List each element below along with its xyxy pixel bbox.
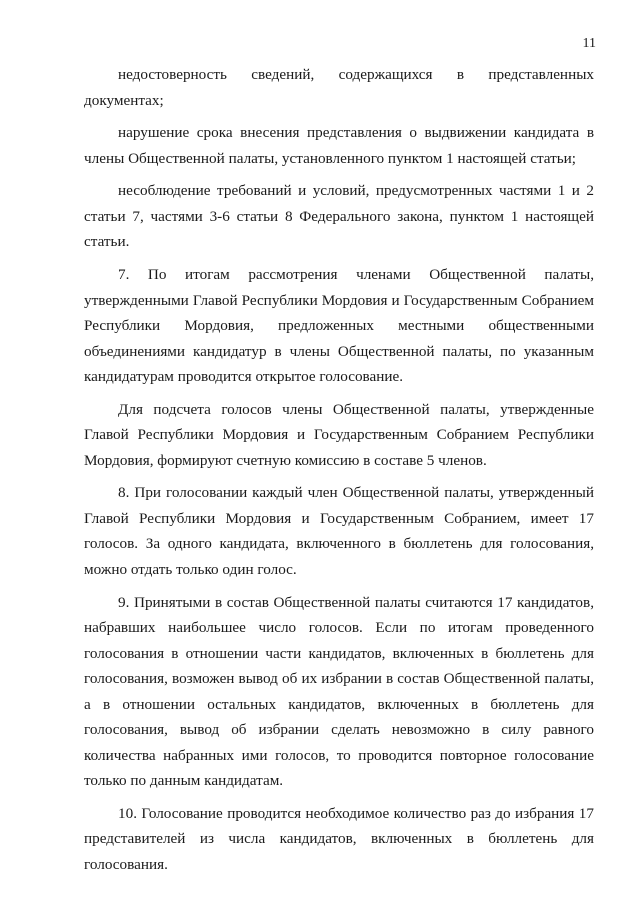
paragraph-vote-count-commission: Для подсчета голосов члены Общественной палаты, утвержденные Главой Республики Мордовия и Государственным Собранием Республики Мордовия, формируют счетную комиссию в составе 5 членов. xyxy=(84,400,594,469)
page-number: 11 xyxy=(582,36,596,51)
paragraph-unreliable-info: недостоверность сведений, содержащихся в представленных документах; xyxy=(84,66,594,109)
paragraph-item-7: 7. По итогам рассмотрения членами Общественной палаты, утвержденными Главой Республики Мордовия и Государственным Собранием Республики Мордовия, предложенных местными общественными объединениями кандидатур в члены Общественной палаты, по указанным кандидатурам проводится открытое голосование. xyxy=(84,266,594,386)
paragraph-deadline-violation: нарушение срока внесения представления о выдвижении кандидата в члены Общественной палаты, установленного пунктом 1 настоящей статьи; xyxy=(84,124,594,167)
paragraph-item-10: 10. Голосование проводится необходимое количество раз до избрания 17 представителей из числа кандидатов, включенных в бюллетень для голосования. xyxy=(84,804,594,873)
paragraph-requirements-noncompliance: несоблюдение требований и условий, предусмотренных частями 1 и 2 статьи 7, частями 3-6 статьи 8 Федерального закона, пунктом 1 настоящей статьи. xyxy=(84,182,594,251)
paragraph-item-9: 9. Принятыми в состав Общественной палаты считаются 17 кандидатов, набравших наибольшее число голосов. Если по итогам проведенного голосования в отношении части кандидатов, включенных в бюллетень для голосования, возможен вывод об их избрании в состав Общественной палаты, а в отношении остальных кандидатов, включенных в бюллетень для голосования, вывод об избрании сделать невозможно в силу равного количества набранных ими голосов, то проводится повторное голосование только по данным кандидатам. xyxy=(84,593,594,790)
paragraph-item-8: 8. При голосовании каждый член Общественной палаты, утвержденный Главой Республики Мордовия и Государственным Собранием, имеет 17 голосов. За одного кандидата, включенного в бюллетень для голосования, можно отдать только один голос. xyxy=(84,484,594,578)
document-body xyxy=(84,62,594,885)
